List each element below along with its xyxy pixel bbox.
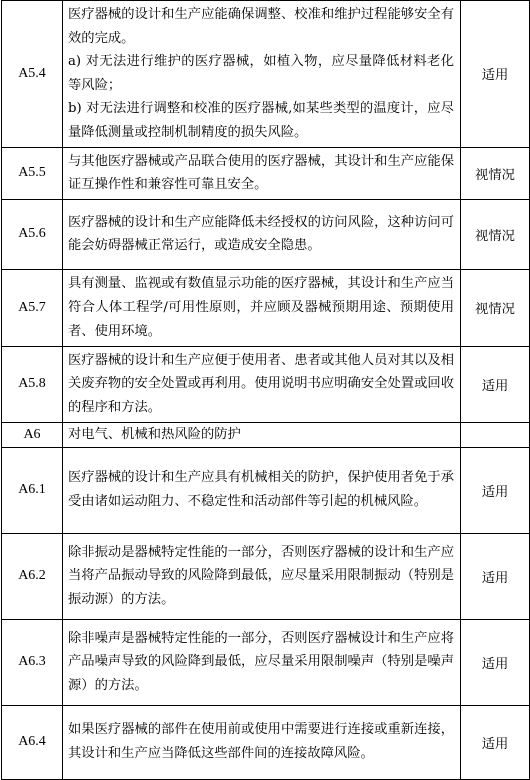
table-row xyxy=(2,705,530,779)
table-row xyxy=(2,533,530,619)
clause-description xyxy=(63,147,461,199)
applicability-cell: 视情况 xyxy=(461,199,530,269)
clause-text: 与其他医疗器械或产品联合使用的医疗器械，其设计和生产应能保证互操作性和兼容性可靠且安全。 xyxy=(68,153,454,193)
clause-description xyxy=(63,199,461,269)
clause-description xyxy=(63,705,461,779)
applicability-cell: 适用 xyxy=(461,705,530,779)
table-row xyxy=(2,346,530,422)
clause-code: A6.1 xyxy=(2,447,63,533)
applicability-cell: 适用 xyxy=(461,1,530,148)
section-title xyxy=(63,422,461,447)
clause-code: A5.6 xyxy=(2,199,63,269)
section-row xyxy=(2,422,530,447)
clause-text: 除非噪声是器械特定性能的一部分，否则医疗器械设计和生产应将产品噪声导致的风险降到最低，应尽量采用限制噪声（特别是噪声源）的方法。 xyxy=(68,630,454,693)
clause-code: A6.2 xyxy=(2,533,63,619)
clause-text: 具有测量、监视或有数值显示功能的医疗器械，其设计和生产应当符合人体工程学/可用性原则，并应顾及器械预期用途、预期使用者、使用环境。 xyxy=(68,276,454,339)
clause-text: b) 对无法进行调整和校准的医疗器械,如某些类型的温度计，应尽量降低测量或控制机制精度的损失风险。 xyxy=(68,101,454,140)
table-row xyxy=(2,199,530,269)
applicability-cell: 适用 xyxy=(461,533,530,619)
clause-description xyxy=(63,1,461,148)
table-row xyxy=(2,269,530,346)
applicability-cell xyxy=(461,422,530,447)
applicability-cell: 视情况 xyxy=(461,269,530,346)
applicability-cell: 适用 xyxy=(461,447,530,533)
clause-description xyxy=(63,346,461,422)
clause-code: A5.4 xyxy=(2,1,63,148)
clause-description xyxy=(63,533,461,619)
clause-text: 医疗器械的设计和生产应便于使用者、患者或其他人员对其以及相关废弃物的安全处置或再利用。使用说明书应明确安全处置或回收的程序和方法。 xyxy=(68,352,454,415)
applicability-cell: 适用 xyxy=(461,619,530,705)
clause-code: A5.7 xyxy=(2,269,63,346)
table-row xyxy=(2,1,530,148)
clause-description xyxy=(63,447,461,533)
table-row xyxy=(2,447,530,533)
section-code: A6 xyxy=(2,422,63,447)
table-row xyxy=(2,147,530,199)
requirements-table xyxy=(1,0,530,780)
clause-code: A5.5 xyxy=(2,147,63,199)
clause-text: 医疗器械的设计和生产应能确保调整、校准和维护过程能够安全有效的完成。 xyxy=(68,7,454,46)
clause-description xyxy=(63,269,461,346)
applicability-cell: 视情况 xyxy=(461,147,530,199)
clause-code: A6.4 xyxy=(2,705,63,779)
clause-text: a) 对无法进行维护的医疗器械，如植入物，应尽量降低材料老化等风险； xyxy=(68,54,454,93)
clause-text: 医疗器械的设计和生产应具有机械相关的防护，保护使用者免于承受由诸如运动阻力、不稳定性和活动部件等引起的机械风险。 xyxy=(68,470,454,510)
clause-text: 除非振动是器械特定性能的一部分，否则医疗器械的设计和生产应当将产品振动导致的风险降到最低，应尽量采用限制振动（特别是振动源）的方法。 xyxy=(68,544,454,607)
applicability-cell: 适用 xyxy=(461,346,530,422)
clause-code: A6.3 xyxy=(2,619,63,705)
clause-text: 医疗器械的设计和生产应能降低未经授权的访问风险，这种访问可能会妨碍器械正常运行，或造成安全隐患。 xyxy=(68,214,454,254)
clause-text: 如果医疗器械的部件在使用前或使用中需要进行连接或重新连接，其设计和生产应当降低这些部件间的连接故障风险。 xyxy=(68,722,454,762)
table-row xyxy=(2,619,530,705)
section-title-text: 对电气、机械和热风险的防护 xyxy=(68,426,241,442)
clause-code: A5.8 xyxy=(2,346,63,422)
clause-description xyxy=(63,619,461,705)
